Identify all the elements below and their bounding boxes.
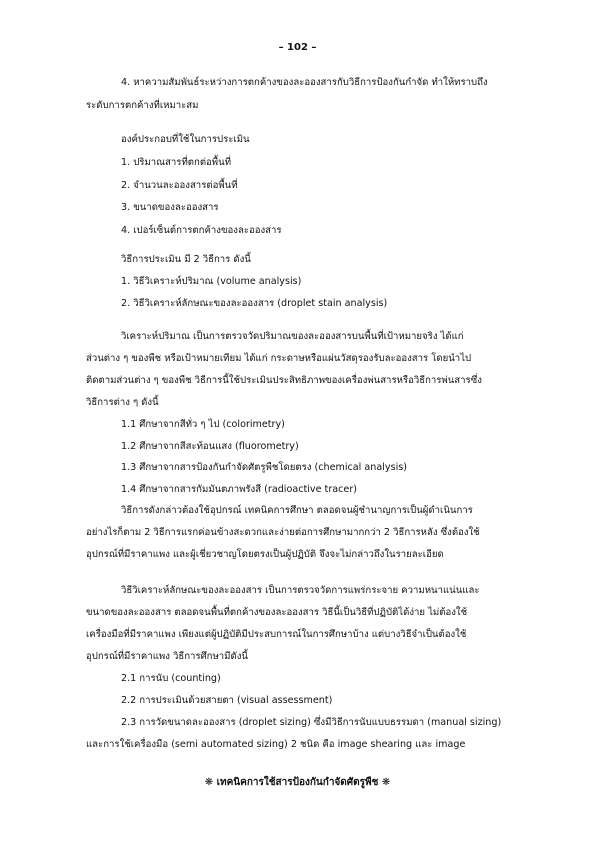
volume-method: 1.3 ศึกษาจากสารป้องกันกำจัดศัตรูพืชโดยตรง (chemical analysis) — [121, 462, 407, 473]
components-item: 1. ปริมาณสารที่ตกต่อพื้นที่ — [121, 157, 232, 168]
stain-method: 2.1 การนับ (counting) — [121, 673, 221, 684]
final-line: และการใช้เครื่องมือ (semi automated sizing) 2 ชนิด คือ image shearing และ image — [86, 739, 466, 750]
methods-item: 2. วิธีวิเคราะห์ลักษณะของละอองสาร (droplet stain analysis) — [121, 298, 388, 309]
volume-paragraph-line: ติดตามส่วนต่าง ๆ ของพืช วิธีการนี้ใช้ประเมินประสิทธิภาพของเครื่องพ่นสารหรือวิธีการพ่นสารซึ่ง — [86, 375, 482, 386]
methods-heading: วิธีการประเมิน มี 2 วิธีการ ดังนี้ — [121, 254, 251, 265]
stain-paragraph-line: อุปกรณ์ที่มีราคาแพง วิธีการศึกษามีดังนี้ — [86, 651, 248, 662]
stain-paragraph-line: วิธีวิเคราะห์ลักษณะของละอองสาร เป็นการตรวจวัดการแพร่กระจาย ความหนาแน่นและ — [121, 585, 480, 596]
stain-method: 2.3 การวัดขนาดละอองสาร (droplet sizing) ซึ่งมีวิธีการนับแบบธรรมดา (manual sizing) — [121, 717, 502, 728]
components-item: 4. เปอร์เซ็นต์การตกค้างของละอองสาร — [121, 225, 282, 236]
volume-note-line: อย่างไรก็ตาม 2 วิธีการแรกค่อนข้างสะดวกและง่ายต่อการศึกษามากกว่า 2 วิธีการหลัง ซึ่งต้องใช้ — [86, 527, 480, 538]
components-heading: องค์ประกอบที่ใช้ในการประเมิน — [121, 134, 250, 145]
volume-method: 1.1 ศึกษาจากสีทั่ว ๆ ไป (colorimetry) — [121, 419, 285, 430]
page-footer: ❋ เทคนิคการใช้สารป้องกันกำจัดศัตรูพืช ❋ — [204, 777, 391, 788]
stain-method: 2.2 การประเมินด้วยสายตา (visual assessment) — [121, 695, 333, 706]
volume-paragraph-line: วิธีการต่าง ๆ ดังนี้ — [86, 397, 159, 408]
components-item: 3. ขนาดของละอองสาร — [121, 202, 219, 213]
section4-line1: 4. หาความสัมพันธ์ระหว่างการตกค้างของละอองสารกับวิธีการป้องกันกำจัด ทำให้ทราบถึง — [121, 77, 488, 88]
volume-note-line: วิธีการดังกล่าวต้องใช้อุปกรณ์ เทคนิคการศึกษา ตลอดจนผู้ชำนาญการเป็นผู้ดำเนินการ — [121, 505, 473, 516]
stain-paragraph-line: ขนาดของละอองสาร ตลอดจนพื้นที่ตกค้างของละอองสาร วิธีนี้เป็นวิธีที่ปฏิบัติได้ง่าย ไม่ต้องใช้ — [86, 607, 468, 618]
stain-paragraph-line: เครื่องมือที่มีราคาแพง เพียงแต่ผู้ปฏิบัติมีประสบการณ์ในการศึกษาบ้าง แต่บางวิธีจำเป็นต้องใช้ — [86, 629, 467, 640]
volume-note-line: อุปกรณ์ที่มีราคาแพง และผู้เชี่ยวชาญโดยตรงเป็นผู้ปฏิบัติ จึงจะไม่กล่าวถึงในรายละเอียด — [86, 549, 444, 560]
methods-item: 1. วิธีวิเคราะห์ปริมาณ (volume analysis) — [121, 276, 302, 287]
page-number: – 102 – — [278, 42, 317, 53]
volume-method: 1.4 ศึกษาจากสารกัมมันตภาพรังสี (radioactive tracer) — [121, 484, 358, 495]
volume-method: 1.2 ศึกษาจากสีสะท้อนแสง (fluorometry) — [121, 441, 299, 452]
volume-paragraph-line: ส่วนต่าง ๆ ของพืช หรือเป้าหมายเทียม ได้แก่ กระดาษหรือแผ่นวัสดุรองรับละอองสาร โดยนำไป — [86, 353, 472, 364]
volume-paragraph-line: วิเคราะห์ปริมาณ เป็นการตรวจวัดปริมาณของละอองสารบนพื้นที่เป้าหมายจริง ได้แก่ — [121, 331, 464, 342]
section4-line2: ระดับการตกค้างที่เหมาะสม — [86, 100, 199, 111]
components-item: 2. จำนวนละอองสารต่อพื้นที่ — [121, 180, 238, 191]
